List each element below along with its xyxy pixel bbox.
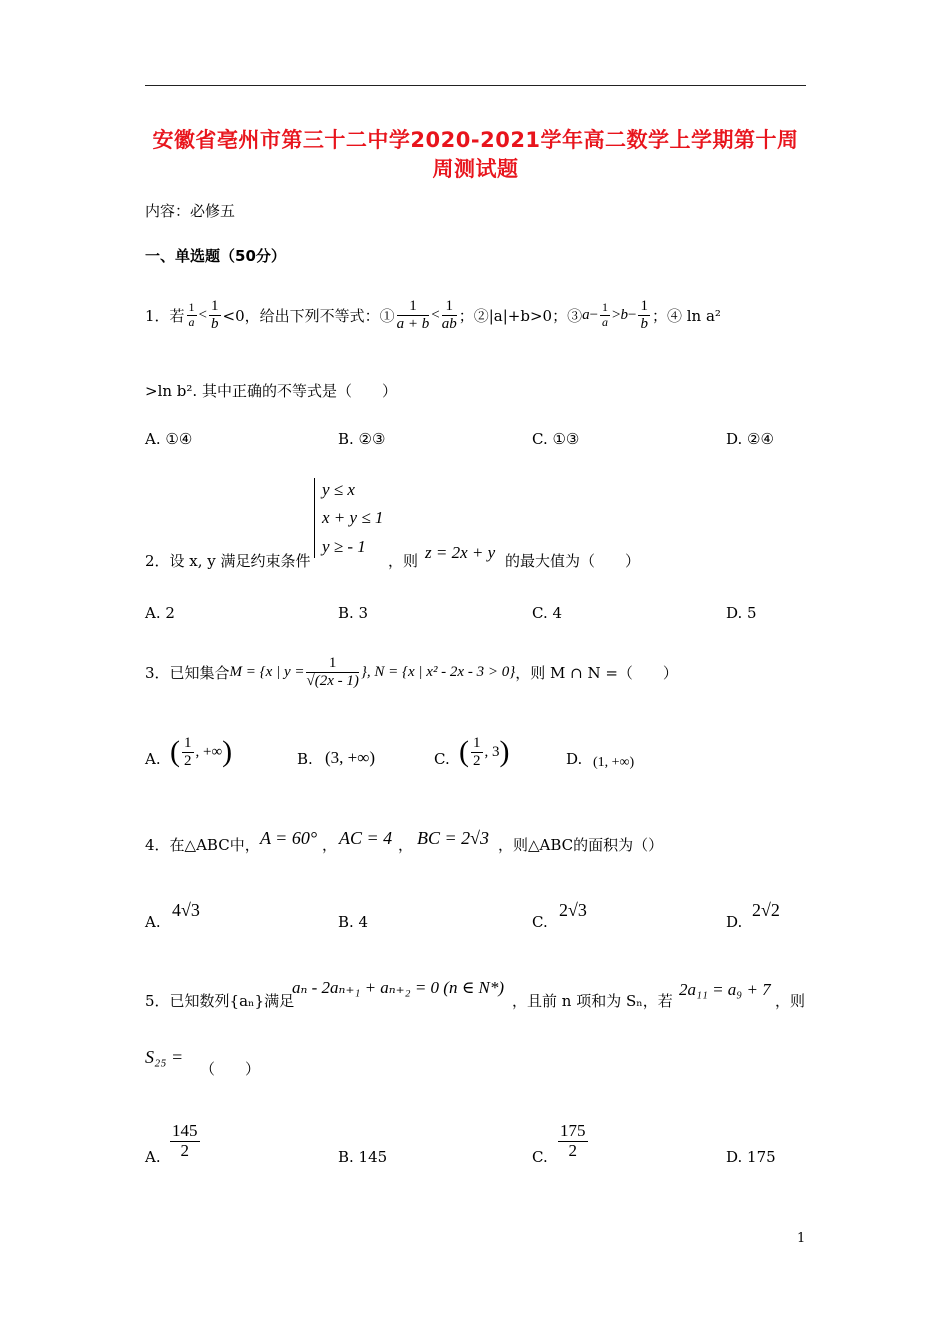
q5-option-d[interactable]: D. 175 — [726, 1148, 776, 1166]
q3-option-d[interactable]: D. — [566, 750, 583, 768]
q1-option-d[interactable]: D. ②④ — [726, 430, 774, 448]
q5-option-c-num: 175 — [560, 1121, 586, 1140]
page-number: 1 — [797, 1231, 806, 1246]
q3-option-b[interactable]: B. — [297, 750, 313, 768]
q1-frac-1b: $\frac{1}{b}$ — [211, 298, 219, 332]
q3-option-a-math: ( $\frac{1}{2}$ , +∞ ) — [170, 735, 233, 769]
q5-option-a[interactable]: A. — [145, 1148, 161, 1166]
q1-prefix: 1．若 — [145, 306, 185, 325]
q1-frac-1-apb: $\frac{1}{a + b}$ — [396, 298, 430, 332]
q1-frac-1-ab: $\frac{1}{ab}$ — [441, 298, 457, 332]
q5-line2-expr: S₂₅ = — [145, 1047, 184, 1067]
q1-option-c[interactable]: C. ①③ — [532, 430, 580, 448]
q4-c3: BC = 2√3 — [417, 828, 490, 848]
q5-option-a-num: 145 — [172, 1121, 198, 1140]
q2-option-a[interactable]: A. 2 — [145, 604, 175, 622]
q5-option-c-frac — [556, 1122, 590, 1160]
q4-c1: A = 60° — [260, 828, 318, 848]
q5-line2: （ ） — [200, 1060, 261, 1078]
q3-option-c[interactable]: C. — [434, 750, 450, 768]
q4-option-d[interactable]: D. — [726, 913, 743, 931]
q5-option-a-frac — [168, 1122, 202, 1160]
q5-option-c[interactable]: C. — [532, 1148, 548, 1166]
q5-mid: ，且前 n 项和为 Sₙ，若 — [512, 992, 673, 1010]
q2-prefix: 2．设 x, y 满足约束条件 — [145, 552, 311, 570]
q1-cond-text: <0，给出下列不等式：① — [222, 306, 395, 325]
document-title-line2: 周测试题 — [432, 157, 519, 181]
q2-constraint-3: y ≥ - 1 — [322, 537, 366, 556]
q5-option-a-den: 2 — [180, 1140, 189, 1160]
q4-option-c-math: 2√3 — [559, 900, 587, 920]
q1-s3: ；④ ln a² — [651, 306, 721, 325]
q4-comma-2: ， — [398, 836, 414, 854]
q5-suffix: ，则 — [775, 992, 806, 1010]
q4-option-a-math: 4√3 — [172, 900, 200, 920]
q5-prefix: 5．已知数列{aₙ}满足 — [145, 992, 295, 1010]
q5-cond: 2a₁₁ = a₉ + 7 — [679, 980, 771, 999]
q1-frac-3b: $\frac{1}{b}$ — [640, 298, 648, 332]
q2-constraint-1: y ≤ x — [322, 480, 355, 499]
q1-frac-1a: $\frac{1}{a}$ — [188, 300, 195, 329]
q5-expr: aₙ - 2aₙ₊₁ + aₙ₊₂ = 0 (n ∈ N*) — [292, 978, 505, 997]
q1-line2: >ln b². 其中正确的不等式是（ ） — [145, 382, 397, 400]
q3-suffix: ，则 M ∩ N =（ ） — [515, 663, 678, 682]
q4-c2: AC = 4 — [339, 828, 393, 848]
document-title-line1: 安徽省亳州市第三十二中学2020-2021学年高二数学上学期第十周 — [152, 128, 799, 152]
question-3 — [145, 650, 678, 694]
q1-frac-3a: $\frac{1}{a}$ — [602, 300, 609, 329]
q4-comma-1: ， — [322, 836, 338, 854]
q3-set-m: M = {x | y = — [229, 663, 305, 680]
q1-option-b[interactable]: B. ②③ — [338, 430, 386, 448]
q3-option-b-math: (3, +∞) — [325, 748, 376, 767]
question-1: 1．若 $\frac{1}{a}$ < $\frac{1}{b}$ <0，给出下列不等式：① $\frac{1}{a + b}$ < $\frac{1}{ab}$ ；②|a|+b>0；③ a − $\frac{1}{a}$ > b − $\frac{1}{b}$ ；④ ln a² — [145, 298, 721, 332]
q3-set-n: }, N = {x | x² - 2x - 3 > 0} — [360, 663, 516, 680]
q4-option-c[interactable]: C. — [532, 913, 548, 931]
section-heading: 一、单选题（50分） — [145, 247, 286, 265]
q3-option-a[interactable]: A. — [145, 750, 161, 768]
q2-option-b[interactable]: B. 3 — [338, 604, 369, 622]
q2-expr: z = 2x + y — [425, 543, 496, 562]
content-label: 内容：必修五 — [145, 202, 236, 220]
q5-option-c-den: 2 — [568, 1140, 577, 1160]
q4-prefix: 4．在△ABC中， — [145, 836, 260, 854]
q3-frac: $\frac{1}{√(2x - 1)}$ — [306, 655, 359, 689]
q4-option-b[interactable]: B. 4 — [338, 913, 369, 931]
header-rule — [145, 85, 806, 86]
q1-s2: ；②|a|+b>0；③ — [458, 306, 583, 325]
q2-suffix: 的最大值为（ ） — [505, 552, 641, 570]
q3-option-d-math: (1, +∞) — [593, 755, 635, 770]
q4-suffix: ，则△ABC的面积为（） — [498, 836, 664, 854]
q2-mid: ，则 — [388, 552, 419, 570]
q1-option-a[interactable]: A. ①④ — [145, 430, 193, 448]
q2-option-d[interactable]: D. 5 — [726, 604, 757, 622]
q3-prefix: 3．已知集合 — [145, 663, 230, 682]
q2-brace — [314, 478, 321, 558]
q5-option-b[interactable]: B. 145 — [338, 1148, 388, 1166]
q4-option-d-math: 2√2 — [752, 900, 780, 920]
q3-option-c-math: ( $\frac{1}{2}$ , 3 ) — [459, 735, 510, 769]
q2-option-c[interactable]: C. 4 — [532, 604, 563, 622]
q2-constraint-2: x + y ≤ 1 — [322, 508, 384, 527]
q4-option-a[interactable]: A. — [145, 913, 161, 931]
